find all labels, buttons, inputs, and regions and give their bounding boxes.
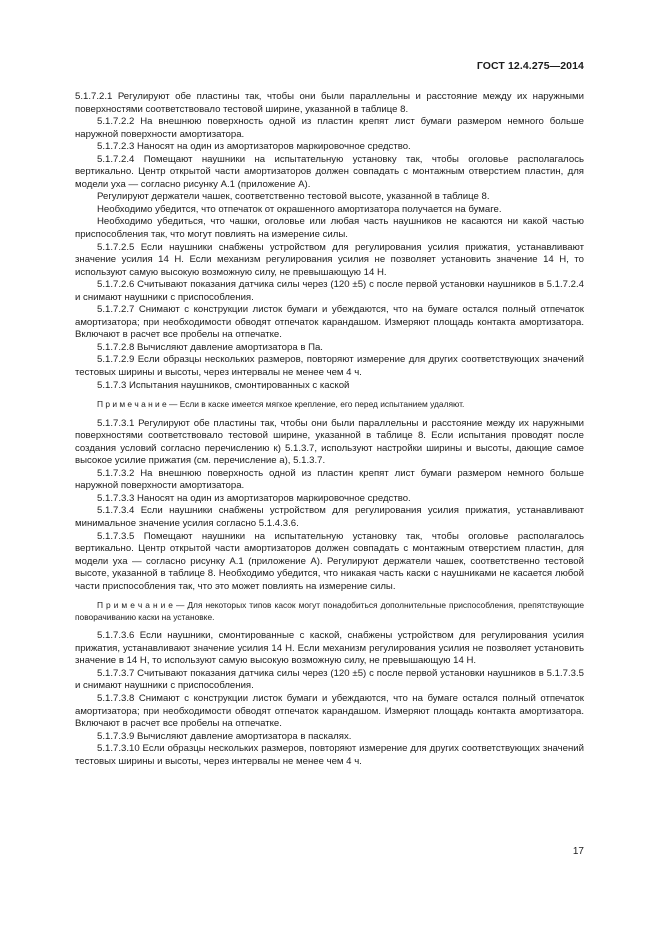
paragraph-5-1-7-3-7: 5.1.7.3.7 Считывают показания датчика силы через (120 ±5) с после первой установки наушников в 5.1.7.3.5 и снимают наушники с приспособления. <box>75 667 584 692</box>
paragraph-5-1-7-3-2: 5.1.7.3.2 На внешнюю поверхность одной из пластин крепят лист бумаги размером немного больше наружной поверхности амортизатора. <box>75 467 584 492</box>
page-number: 17 <box>572 846 584 857</box>
note-label: П р и м е ч а н и е <box>97 600 173 611</box>
note-helmet-padding: П р и м е ч а н и е — Если в каске имеется мягкое крепление, его перед испытанием удаляют. <box>97 399 465 410</box>
document-body <box>75 91 584 768</box>
paragraph-5-1-7-3-9: 5.1.7.3.9 Вычисляют давление амортизатора в паскалях. <box>97 730 352 742</box>
paragraph-5-1-7-3-6: 5.1.7.3.6 Если наушники, смонтированные с каской, снабжены устройством для регулирования усилия прижатия, устанавливают значение усилия 14 Н. Если механизм регулирования усилия не позволяет установить значение в 14 Н, то используют самую высокую возможную силу, не превышающую 14 Н. <box>75 630 584 667</box>
paragraph-5-1-7-2-6: 5.1.7.2.6 Считывают показания датчика силы через (120 ±5) с после первой установки наушников в 5.1.7.2.4 и снимают наушники с приспособления. <box>75 279 584 303</box>
paragraph-5-1-7-2-2: 5.1.7.2.2 На внешнюю поверхность одной из пластин крепят лист бумаги размером немного больше наружной поверхности амортизатора. <box>75 116 584 140</box>
paragraph-5-1-7-2-8: 5.1.7.2.8 Вычисляют давление амортизатора в Па. <box>97 341 323 353</box>
paragraph-5-1-7-3-8: 5.1.7.3.8 Снимают с конструкции листок бумаги и убеждаются, что на бумаге остался полный отпечаток амортизатора; при необходимости обводят отпечаток карандашом. Измеряют площадь контакта амортизатора. Включают в расчет все пробелы на отпечатке. <box>75 693 584 730</box>
paragraph-5-1-7-3-10: 5.1.7.3.10 Если образцы нескольких размеров, повторяют измерение для других соответствующих значений тестовых ширины и высоты, через интервалы не менее чем 4 ч. <box>75 743 584 767</box>
paragraph-5-1-7-3-4: 5.1.7.3.4 Если наушники снабжены устройством для регулирования усилия прижатия, устанавливают минимальное значение усилия согласно 5.1.4.3.6. <box>75 505 584 529</box>
note-label: П р и м е ч а н и е <box>97 399 167 410</box>
paragraph-5-1-7-2-9: 5.1.7.2.9 Если образцы нескольких размеров, повторяют измерение для других соответствующих значений тестовых ширины и высоты, через интервалы не менее чем 4 ч. <box>75 354 584 379</box>
paragraph-cup-holders: Регулируют держатели чашек, соответственно тестовой высоте, указанной в таблице 8. <box>97 191 490 203</box>
note-additional-fixtures: П р и м е ч а н и е — Для некоторых типов касок могут понадобиться дополнительные приспособления, препятствующие поворачиванию каски на установке. <box>75 600 585 622</box>
paragraph-contact-check: Необходимо убедиться, что чашки, оголовье или любая часть наушников не касаются ни какой частью приспособления так, что могут повлиять на измерение силы. <box>75 216 584 241</box>
paragraph-5-1-7-3-1: 5.1.7.3.1 Регулируют обе пластины так, чтобы они были параллельны и расстояние между их наружными поверхностями соответствовало тестовой ширине, указанной в таблице 8. Если испытания проводят после создания условий согласно перечислению к) 5.1.3.7, используют настройки ширины и высоты, дающие самое высокое усилие прижатия (см. перечисление а), 5.1.3.7. <box>75 417 584 467</box>
standard-header: ГОСТ 12.4.275—2014 <box>476 60 584 72</box>
paragraph-5-1-7-2-3: 5.1.7.2.3 Наносят на один из амортизаторов маркировочное средство. <box>97 141 411 153</box>
paragraph-5-1-7-3-5: 5.1.7.3.5 Помещают наушники на испытательную установку так, чтобы оголовье располагалось вертикально. Центр открытой части амортизаторов должен совпадать с монтажным отверстием пластин, для модели уха — согласно рисунку А.1 (приложение А). Регулируют держатели чашек, соответственно тестовой высоте, указанной в таблице 8. Необходимо убедится, что никакая часть каски с наушниками не касается любой части приспособления так, что это может повлиять на измерение силы. <box>75 530 584 592</box>
section-heading-5-1-7-3: 5.1.7.3 Испытания наушников, смонтированных с каской <box>97 379 350 391</box>
paragraph-5-1-7-2-1: 5.1.7.2.1 Регулируют обе пластины так, чтобы они были параллельны и расстояние между их наружными поверхностями соответствовало тестовой ширине, указанной в таблице 8. <box>75 91 584 115</box>
paragraph-5-1-7-2-7: 5.1.7.2.7 Снимают с конструкции листок бумаги и убеждаются, что на бумаге остался полный отпечаток амортизатора; при необходимости обводят отпечаток карандашом. Измеряют площадь контакта амортизатора. Включают в расчет все пробелы на отпечатке. <box>75 304 584 341</box>
paragraph-5-1-7-2-5: 5.1.7.2.5 Если наушники снабжены устройством для регулирования усилия прижатия, устанавливают значение усилия 14 Н. Если механизм регулирования усилия не позволяет установить значение 14 Н, то используют самую высокую возможную силу, не превышающую 14 Н. <box>75 241 584 278</box>
paragraph-5-1-7-3-3: 5.1.7.3.3 Наносят на один из амортизаторов маркировочное средство. <box>97 492 411 504</box>
paragraph-5-1-7-2-4: 5.1.7.2.4 Помещают наушники на испытательную установку так, чтобы оголовье располагалось вертикально. Центр открытой части амортизаторов должен совпадать с монтажным отверстием пластин, для модели уха — согласно рисунку А.1 (приложение А). <box>75 153 584 190</box>
paragraph-imprint-check: Необходимо убедится, что отпечаток от окрашенного амортизатора получается на бумаге. <box>97 203 502 215</box>
